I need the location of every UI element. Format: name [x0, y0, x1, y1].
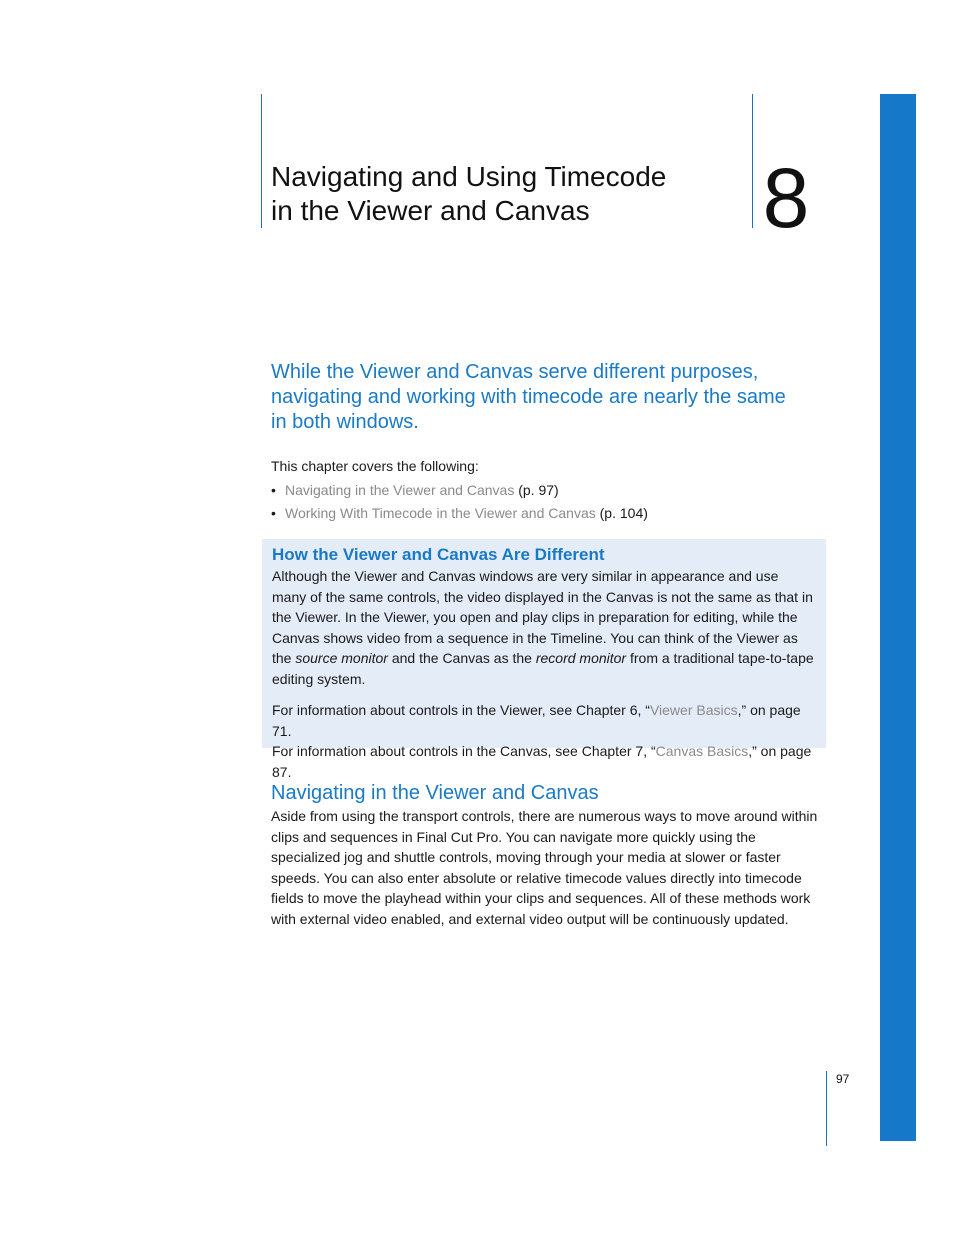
bullet: •: [271, 481, 276, 498]
contents-list: [271, 480, 811, 524]
bullet: •: [271, 505, 276, 521]
chapter-number: 8: [762, 151, 810, 245]
note-reference-canvas: For information about controls in the Canvas, see Chapter 7, “Canvas Basics,” on page 87.: [272, 743, 812, 780]
section-heading: Navigating in the Viewer and Canvas: [271, 782, 599, 804]
note-box: [262, 539, 826, 780]
chapter-title: [271, 160, 741, 228]
chapter-intro: While the Viewer and Canvas serve different purposes, navigating and working with timecode are nearly the same in both windows.: [271, 361, 786, 433]
contents-lead: This chapter covers the following:: [271, 458, 479, 474]
contents-page-ref: (p. 97): [514, 481, 559, 498]
link-canvas-basics[interactable]: Canvas Basics: [655, 743, 749, 759]
chapter-title-line-1: Navigating and Using Timecode: [271, 161, 667, 192]
contents-page-ref: (p. 104): [595, 505, 648, 521]
contents-link-timecode[interactable]: Working With Timecode in the Viewer and Canvas: [285, 505, 596, 521]
list-item: [271, 480, 811, 501]
note-heading: How the Viewer and Canvas Are Different: [272, 545, 605, 564]
note-paragraph: Although the Viewer and Canvas windows are very similar in appearance and use many of the same controls, the video displayed in the Canvas is not the same as that in the Viewer. In the Viewer, you open and play clips in preparation for editing, while the Canvas shows video from a sequence in the Timeline. You can think of the Viewer as the source monitor and the Canvas as the record monitor from a traditional tape-to-tape editing system.: [272, 568, 814, 687]
page-number-rule: [826, 1071, 827, 1146]
contents-link-navigating[interactable]: Navigating in the Viewer and Canvas: [285, 481, 515, 498]
term-source-monitor: source monitor: [295, 650, 388, 666]
title-left-rule: [261, 94, 262, 228]
section-body: Aside from using the transport controls, there are numerous ways to move around within clips and sequences in Final Cut Pro. You can navigate more quickly using the specialized jog and shuttle controls, moving through your media at slower or faster speeds. You can also enter absolute or relative timecode values directly into timecode fields to move the playhead within your clips and sequences. All of these methods work with external video enabled, and external video output will be continuously updated.: [271, 808, 818, 927]
term-record-monitor: record monitor: [535, 650, 627, 666]
section-navigating: [271, 780, 827, 929]
chapter-number-rule: [752, 94, 753, 228]
chapter-tab-band: [880, 94, 916, 1141]
chapter-title-line-2: in the Viewer and Canvas: [271, 195, 590, 226]
note-reference-viewer: For information about controls in the Viewer, see Chapter 6, “Viewer Basics,” on page 71.: [272, 702, 801, 739]
page-number: 97: [836, 1072, 850, 1086]
chapter-contents: [271, 456, 811, 527]
link-viewer-basics[interactable]: Viewer Basics: [649, 702, 738, 718]
list-item: [271, 503, 811, 524]
